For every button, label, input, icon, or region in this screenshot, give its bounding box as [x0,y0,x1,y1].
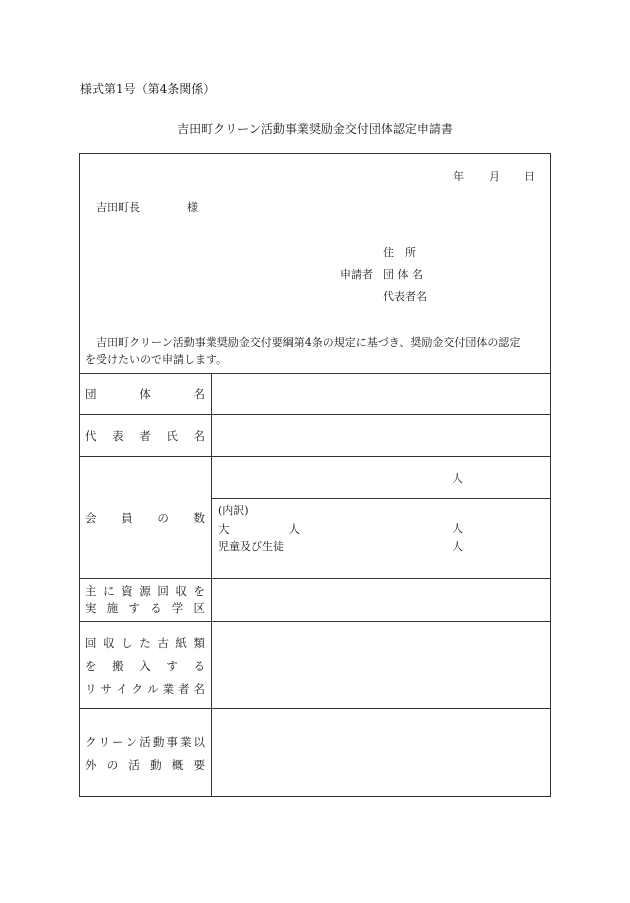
member-total-unit: 人 [452,472,463,485]
rep-name-field[interactable] [212,415,550,456]
member-students-unit: 人 [452,540,463,553]
applicant-rep-label: 代表者名 [383,290,427,303]
addressee-name: 吉田町長 [96,201,140,214]
divider [79,456,551,457]
row-label-school-district-line-2: 実 施 す る 学 区 [85,601,205,615]
page-title: 吉田町クリーン活動事業奨励金交付団体認定申請書 [177,122,453,136]
statement-line-2: を受けたいので申請します。 [85,353,228,366]
row-label-school-district-line-1: 主 に 資 源 回 収 を [85,584,205,598]
member-adult-label: 大 人 [218,522,300,536]
member-breakdown-label: (内訳) [218,504,249,517]
addressee-honorific: 様 [187,201,198,214]
row-label-recycler-line-2: を 搬 入 す る [85,659,205,673]
applicant-label: 申請者 [340,268,373,281]
org-name-field[interactable] [212,374,550,414]
row-label-member-count: 会 員 の 数 [85,511,205,525]
row-label-rep-name: 代 表 者 氏 名 [85,429,205,443]
member-adult-unit: 人 [452,522,463,535]
row-label-org-name: 団 体 名 [85,387,205,401]
divider [211,498,551,499]
statement-line-1: 吉田町クリーン活動事業奨励金交付要綱第4条の規定に基づき、奨励金交付団体の認定 [96,336,521,349]
date-day-label: 日 [524,170,535,183]
applicant-org-label: 団 体 名 [383,268,423,281]
row-label-recycler-line-1: 回 収 し た 古 紙 類 [85,636,205,650]
member-students-label: 児童及び生徒 [218,540,284,553]
row-label-other-activities-line-1: ク リ ー ン 活 動 事 業 以 [85,735,205,749]
other-activities-field[interactable] [212,709,550,796]
school-district-field[interactable] [212,579,550,621]
applicant-address-label: 住 所 [383,246,416,259]
recycler-field[interactable] [212,622,550,708]
row-label-recycler-line-3: リ サ イ ク ル 業 者 名 [85,682,205,696]
row-label-other-activities-line-2: 外 の 活 動 概 要 [85,758,205,772]
form-number: 様式第1号（第4条関係） [80,82,216,96]
date-year-label: 年 [453,170,464,183]
date-month-label: 月 [489,170,500,183]
